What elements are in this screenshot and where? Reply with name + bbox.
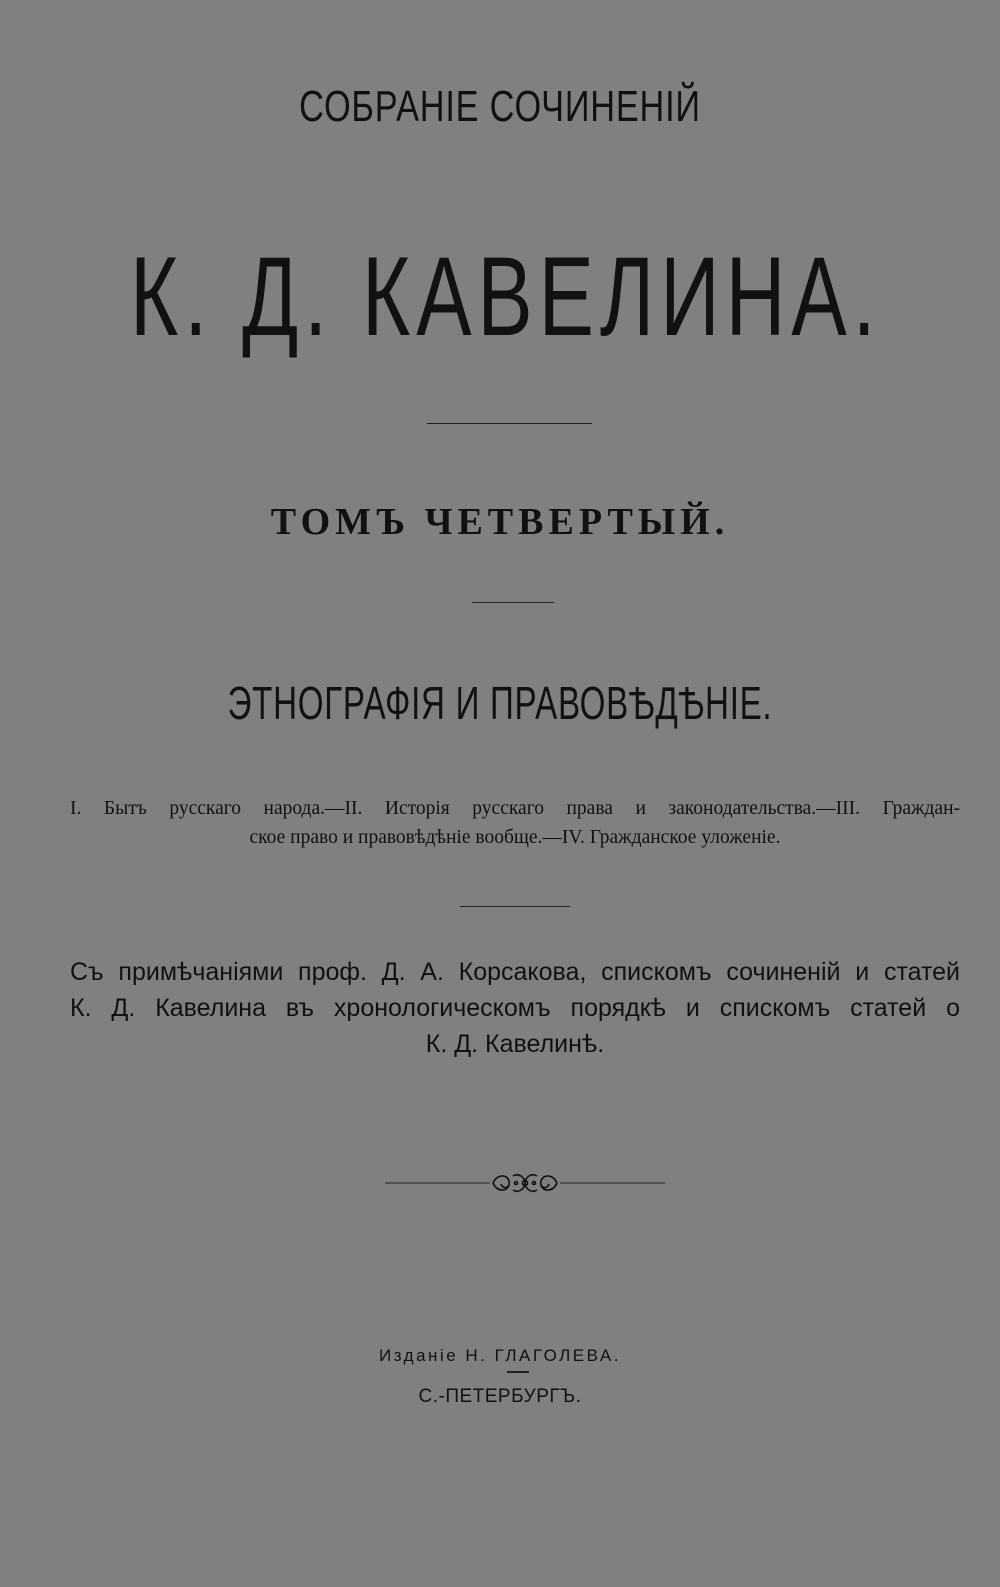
volume-title: ТОМЪ ЧЕТВЕРТЫЙ.	[270, 501, 730, 543]
floral-ornament-icon	[385, 1168, 665, 1198]
contents-list	[70, 794, 960, 852]
series-title: СОБРАНІЕ СОЧИНЕНІЙ	[299, 82, 701, 131]
contents-line: ское право и правовѣдѣніе вообще.—IV. Гражданское уложеніе.	[249, 827, 781, 848]
notes-line: К. Д. Кавелинѣ.	[425, 1030, 605, 1058]
notes-line: Съ примѣчаніями проф. Д. А. Корсакова, спискомъ сочиненій и статей	[70, 958, 960, 986]
notes-line: К. Д. Кавелина въ хронологическомъ порядкѣ и спискомъ статей о	[70, 994, 960, 1022]
city-line: С.-ПЕТЕРБУРГЪ.	[418, 1386, 582, 1407]
subject-title: ЭТНОГРАФІЯ И ПРАВОВѢДѢНІЕ.	[227, 677, 773, 729]
divider-1	[427, 423, 592, 424]
author-name: К. Д. КАВЕЛИНА.	[130, 234, 882, 359]
publisher-line: Изданіе Н. ГЛАГОЛЕВА.	[379, 1346, 621, 1365]
contents-line: I. Бытъ русскаго народа.—II. Исторія русскаго права и законодательства.—III. Граждан-	[70, 798, 960, 819]
divider-4	[507, 1371, 529, 1373]
notes-paragraph	[70, 954, 960, 1062]
divider-3	[460, 906, 570, 907]
divider-2	[472, 602, 554, 603]
